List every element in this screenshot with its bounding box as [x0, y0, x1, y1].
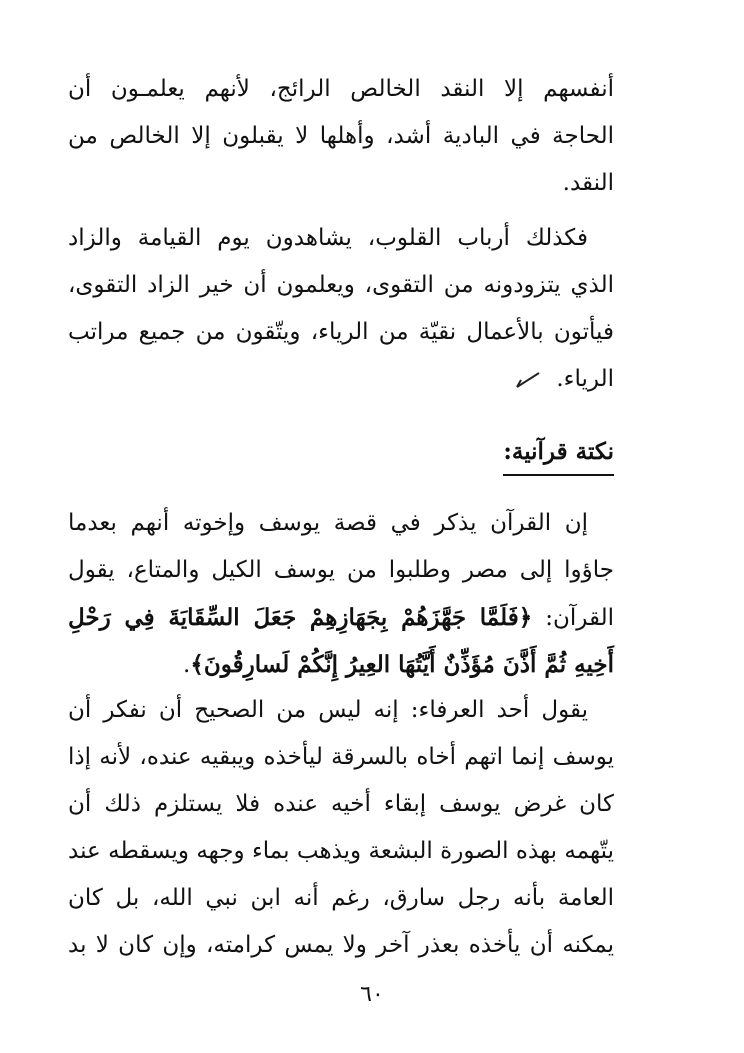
- quran-verse-part-1: ﴿فَلَمَّا جَهَّزَهُمْ بِجَهَازِهِمْ جَعَلَ السِّقَايَةَ فِي رَحْلِ: [68, 604, 533, 631]
- paragraph-line: جاؤوا إلى مصر وطلبوا من يوسف الكيل والمتاع، يقول: [68, 557, 614, 583]
- paragraph-line: يوسف إنما اتهم أخاه بالسرقة ليأخذه ويبقيه عنده، لأنه إذا: [68, 744, 614, 770]
- paragraph-2: [68, 215, 614, 403]
- paragraph-line: كان غرض يوسف إبقاء أخيه عنده فلا يستلزم ذلك أن: [68, 791, 614, 817]
- quran-end-punctuation: .: [183, 652, 191, 678]
- paragraph-line: الحاجة في البادية أشد، وأهلها لا يقبلون إلا الخالص من: [68, 123, 614, 149]
- paragraph-line: العامة بأنه رجل سارق، رغم أنه ابن نبي الله، بل كان: [68, 885, 614, 911]
- paragraph-3: [68, 500, 614, 688]
- check-mark-icon: [515, 371, 541, 389]
- paragraph-line: النقد.: [562, 170, 614, 196]
- paragraph-line: فكذلك أرباب القلوب، يشاهدون يوم القيامة والزاد: [68, 225, 588, 251]
- quran-line-1: [68, 594, 614, 641]
- paragraph-line: [68, 356, 614, 403]
- quran-intro: القرآن:: [545, 605, 614, 631]
- paragraph-line: الذي يتزودونه من التقوى، ويعلمون أن خير الزاد التقوى،: [68, 272, 614, 298]
- paragraph-line: فيأتون بالأعمال نقيّة من الرياء، ويتّقون من جميع مراتب: [68, 319, 614, 345]
- paragraph-line: إن القرآن يذكر في قصة يوسف وإخوته أنهم بعدما: [68, 510, 588, 536]
- paragraph-4: [68, 687, 614, 969]
- paragraph-1: [68, 66, 614, 207]
- paragraph-line: يقول أحد العرفاء: إنه ليس من الصحيح أن نفكر أن: [68, 697, 588, 723]
- section-heading: نكتة قرآنية:: [503, 432, 614, 476]
- paragraph-line: يتّهمه بهذه الصورة البشعة ويذهب بماء وجهه ويسقطه عند: [68, 838, 614, 864]
- page-number: ٦٠: [360, 982, 384, 1007]
- paragraph-line-text: الرياء.: [556, 366, 614, 392]
- quran-verse-part-2: أَخِيهِ ثُمَّ أَذَّنَ مُؤَذِّنٌ أَيَّتُهَا العِيرُ إِنَّكُمْ لَسارِقُونَ﴾: [190, 651, 614, 678]
- quran-line-2: [68, 641, 614, 688]
- paragraph-line: أنفسهم إلا النقد الخالص الرائج، لأنهم يعلمـون أن: [68, 76, 614, 102]
- paragraph-line: يمكنه أن يأخذه بعذر آخر ولا يمس كرامته، وإن كان لا بد: [68, 932, 614, 958]
